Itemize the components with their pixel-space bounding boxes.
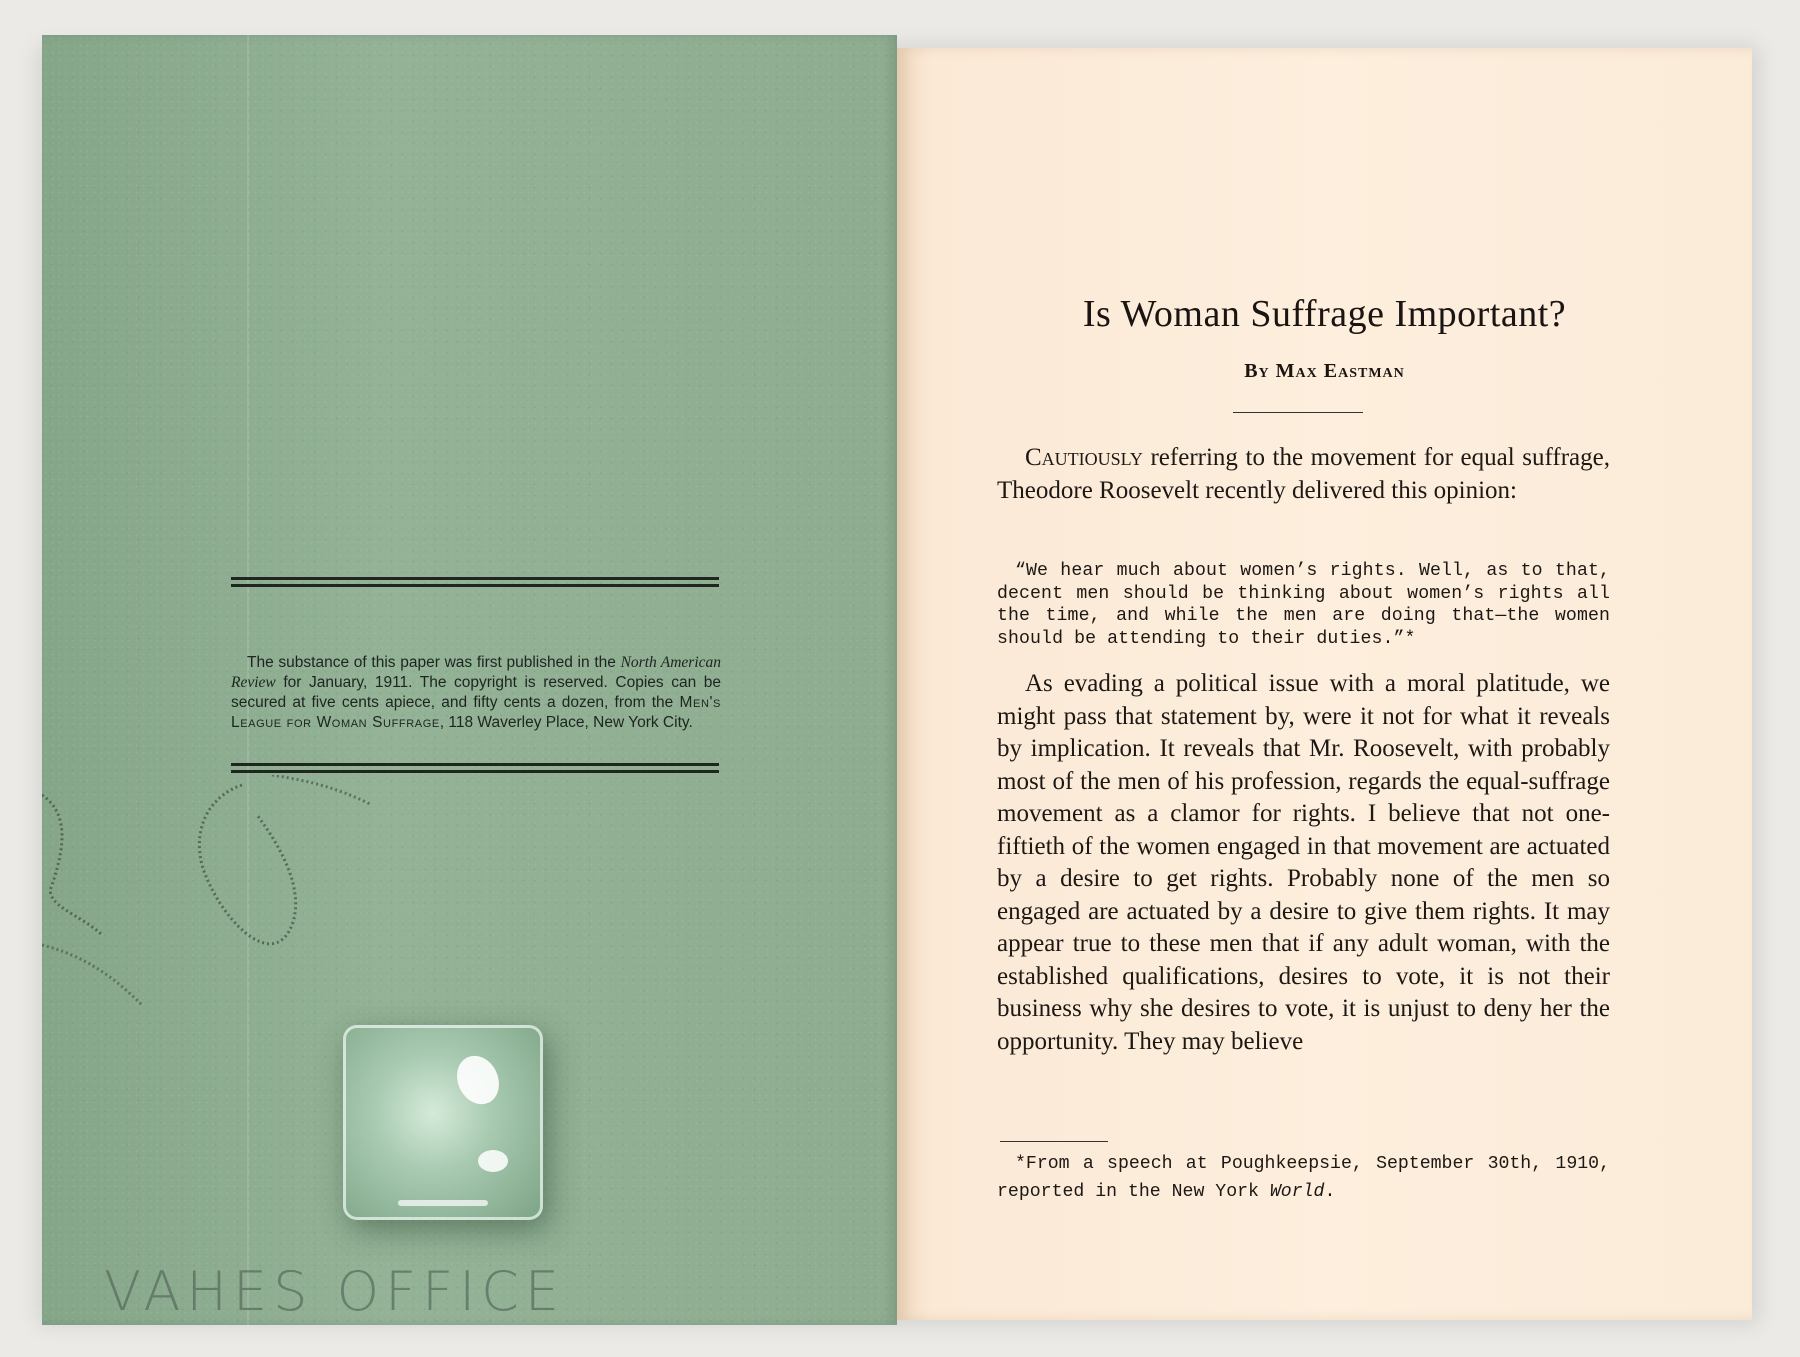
notice-journal-name: North American Review — [231, 654, 722, 691]
glass-paperweight — [343, 1025, 543, 1220]
pencil-annotation: VAHES OFFICE — [104, 1260, 565, 1323]
footnote-divider — [1000, 1141, 1108, 1142]
notice-text-1: The substance of this paper was first published in the — [247, 654, 621, 671]
opening-text: referring to the movement for equal suffrage, Theodore Roosevelt recently delivered this opinion: — [997, 444, 1610, 504]
notice-league-name: Men's League for Woman Suffrage — [231, 694, 721, 731]
footnote-end: . — [1324, 1182, 1336, 1202]
roosevelt-quote — [997, 560, 1610, 650]
quote-text: “We hear much about women’s rights. Well, as to that, decent men should be thinking about women’s rights all the time, and while the men are doing that—the women should be attending to their duties.”* — [997, 561, 1610, 649]
main-paragraph-text: As evading a political issue with a moral platitude, we might pass that statement by, were it not for what it reveals by implication. It reveals that Mr. Roosevelt, with probably most of the men of his profession, regards the equal-suffrage movement as a clamor for rights. I believe that not one-fiftieth of the women engaged in that movement are actuated by a desire to get rights. Probably none of the men so engaged are actuated by a desire to give them rights. It may appear true to these men that if any adult woman, with the established qualifications, desires to vote, it is not their business why she desires to vote, it is unjust to deny her the opportunity. They may believe — [997, 670, 1610, 1055]
publication-notice — [231, 653, 721, 733]
pencil-scribble-icon — [42, 775, 402, 1025]
paperweight-highlight-small — [478, 1150, 508, 1172]
paperweight-highlight — [449, 1049, 506, 1111]
paperweight-edge — [398, 1200, 488, 1206]
notice-address: , 118 Waverley Place, New York City. — [439, 714, 693, 731]
footnote — [997, 1150, 1610, 1206]
author-byline: By Max Eastman — [1244, 360, 1405, 382]
title-page — [897, 48, 1752, 1320]
opening-lead-word: Cautiously — [1025, 444, 1143, 471]
double-rule-bottom — [231, 763, 719, 773]
title-divider — [1233, 412, 1363, 413]
inside-cover-page — [42, 35, 897, 1325]
double-rule-top — [231, 577, 719, 587]
page-title: Is Woman Suffrage Important? — [1082, 293, 1567, 335]
notice-text-2: for January, 1911. The copyright is reserved. Copies can be secured at five cents apiece, and fifty cents a dozen, from the — [231, 674, 721, 711]
main-paragraph — [997, 668, 1610, 1058]
footnote-text: *From a speech at Poughkeepsie, September 30th, 1910, reported in the New York — [997, 1154, 1610, 1202]
notice-paragraph — [231, 653, 721, 733]
footnote-newspaper: World — [1269, 1182, 1325, 1202]
opening-paragraph — [997, 442, 1610, 507]
